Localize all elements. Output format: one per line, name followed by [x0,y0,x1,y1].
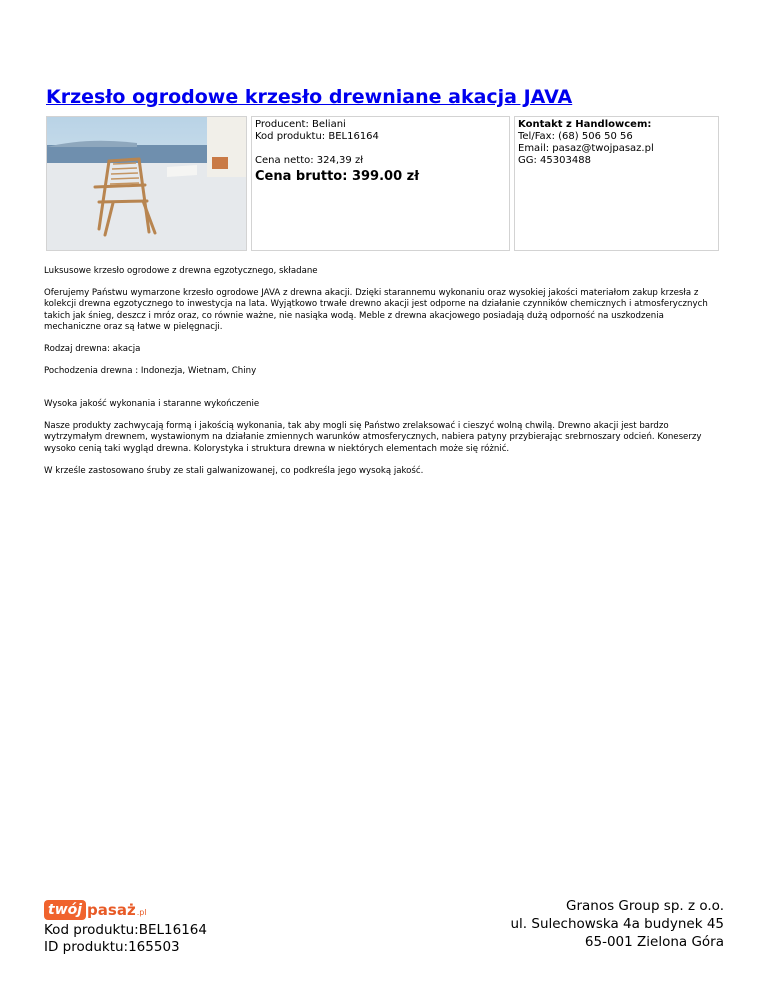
price-gross: Cena brutto: 399.00 zł [255,169,420,184]
contact-heading: Kontakt z Handlowcem: [518,119,652,130]
description-paragraph: Oferujemy Państwu wymarzone krzesło ogrodowe JAVA z drewna akacji. Dzięki starannemu wykonaniu oraz wysokiej jakości materiałom zakup krzesła z kolekcji drewna egzotycznego to inwestycja na lata. Wyjątkowo trwałe drewno akacji jest odporne na działanie czynników chemicznych i atmosferycznych takich jak śnieg, deszcz i mróz oraz, co równie ważne, nie nasiąka wodą. Meble z drewna akacjowego posiadają dużą odporność na uszkodzenia mechaniczne oraz są łatwe w pielęgnacji. [44,287,708,333]
footer-product-id: ID produktu:165503 [44,939,180,955]
company-city: 65-001 Zielona Góra [584,934,724,950]
price-net: Cena netto: 324,39 zł [255,155,364,166]
logo-badge: twój [44,900,86,920]
twojpasaz-logo [44,900,207,920]
company-street: ul. Sulechowska 4a budynek 45 [510,916,724,932]
footer-left [44,900,207,956]
company-address [510,897,724,951]
contact-gg: GG: 45303488 [518,155,591,166]
logo-text: pasaż [87,901,136,919]
product-code-text: Kod produktu: BEL16164 [255,131,379,142]
product-title-link[interactable]: Krzesło ogrodowe krzesło drewniane akacja JAVA [46,86,573,108]
product-description [44,266,722,487]
description-paragraph: Wysoka jakość wykonania i staranne wykończenie [44,399,260,410]
footer-product-code: Kod produktu:BEL16164 [44,922,207,938]
description-paragraph: Pochodzenia drewna : Indonezja, Wietnam, Chiny [44,365,257,376]
description-paragraph: Nasze produkty zachwycają formą i jakością wykonania, tak aby mogli się Państwo zrelaksować i cieszyć wolną chwilą. Drewno akacji jest bardzo wytrzymałym drewnem, wystawionym na działanie zmiennych warunków atmosferycznych, nabiera patyny przybierając srebrnoszary odcień. Koneserzy wysoko cenią taki wygląd drewna. Kolorystyka i struktura drewna w niektórych elementach może się różnić. [44,420,702,454]
description-paragraph: Luksusowe krzesło ogrodowe z drewna egzotycznego, składane [44,266,318,276]
contact-phone: Tel/Fax: (68) 506 50 56 [518,131,633,142]
description-paragraph: Rodzaj drewna: akacja [44,343,141,354]
product-info-box [251,116,510,251]
logo-suffix: .pl [136,908,147,917]
product-image-frame [46,116,247,251]
producer-text: Producent: Beliani [255,119,346,130]
company-name: Granos Group sp. z o.o. [565,898,724,914]
contact-box [514,116,719,251]
description-paragraph: W krześle zastosowano śruby ze stali galwanizowanej, co podkreśla jego wysoką jakość. [44,465,424,476]
product-image [47,117,246,250]
contact-email: Email: pasaz@twojpasaz.pl [518,143,654,154]
